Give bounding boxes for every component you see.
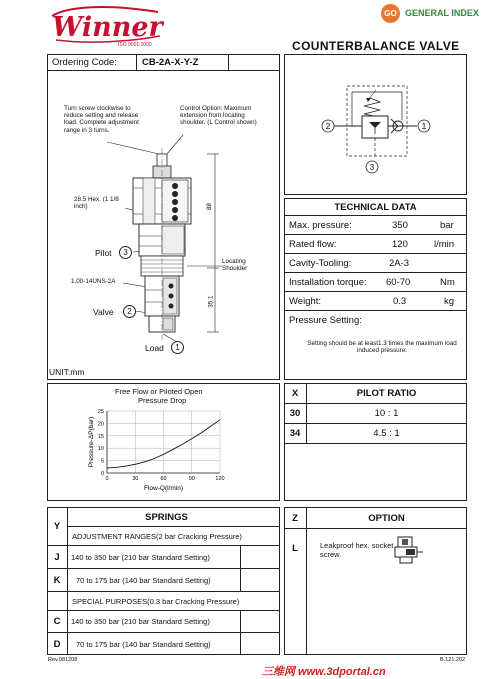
thread-label: 1.00-14UNS-2A [71, 278, 116, 285]
hex-socket-screw-icon [392, 533, 426, 567]
spring-code-c[interactable]: C [53, 616, 61, 627]
valve-label: Valve [93, 307, 114, 317]
dimension-short: 35.1 [207, 295, 215, 308]
iso-label: ISO 9001:2000 [118, 42, 152, 48]
load-port-number: 1 [171, 341, 184, 354]
spec-label-cavity: Cavity-Tooling: [289, 257, 352, 269]
chart-x-tick-label: 120 [215, 476, 225, 482]
spec-value-cavity: 2A-3 [389, 257, 410, 269]
site-watermark: 三维网 www.3dportal.cn [262, 666, 386, 678]
pressure-drop-chart [47, 383, 280, 501]
chart-y-tick-label: 10 [97, 446, 104, 453]
dimension-long: 88 [205, 203, 213, 211]
pressure-setting-note: Setting should be at least1.3 times the maximum load induced pressure. [307, 340, 457, 355]
pilot-ratio-title: PILOT RATIO [356, 388, 417, 399]
svg-text:Winner: Winner [52, 12, 163, 43]
chart-x-tick-label: 90 [188, 476, 195, 482]
general-index-link[interactable]: GENERAL INDEX [405, 8, 479, 18]
springs-special-header: SPECIAL PURPOSES(0.3 bar Cracking Pressure) [72, 596, 240, 606]
spring-text-d: 70 to 175 bar (140 bar Standard Setting) [76, 639, 211, 649]
hex-label: 28.5 Hex. (1 1/8 inch) [74, 196, 119, 211]
chart-x-tick-label: 0 [105, 476, 109, 482]
note-control-option: Control Option: Maximum extension from locating shoulder. (L Control shown) [180, 105, 257, 127]
valve-port-number: 2 [123, 305, 136, 318]
ordering-code-value: CB-2A-X-Y-Z [142, 57, 199, 68]
spring-code-k[interactable]: K [53, 574, 61, 586]
pilot-ratio-code-30[interactable]: 30 [289, 408, 301, 419]
springs-col-y: Y [53, 521, 61, 532]
pressure-setting-label: Pressure Setting: [289, 314, 362, 326]
spec-value-pressure: 350 [392, 219, 408, 231]
chart-y-tick-label: 5 [100, 458, 104, 465]
pilot-ratio-value-30: 10 : 1 [374, 408, 399, 419]
load-label: Load [145, 343, 164, 353]
unit-label: UNIT:mm [49, 367, 85, 377]
chart-title-line1: Free Flow or Piloted Open [115, 387, 203, 396]
spec-label-weight: Weight: [289, 295, 322, 307]
ordering-code-label: Ordering Code: [52, 57, 117, 68]
symbol-port-1: 1 [421, 122, 427, 131]
go-badge[interactable] [381, 4, 400, 23]
spec-value-flow: 120 [392, 238, 408, 250]
spec-value-weight: 0.3 [393, 295, 407, 307]
option-panel [284, 507, 467, 655]
chart-x-tick-label: 60 [160, 476, 167, 482]
spec-unit-pressure: bar [440, 219, 454, 231]
spring-code-d[interactable]: D [53, 638, 61, 650]
chart-y-tick-label: 20 [97, 421, 104, 428]
spring-text-k: 70 to 175 bar (140 bar Standard Setting) [76, 575, 211, 585]
spec-value-torque: 60-70 [386, 276, 411, 288]
valve-section-drawing [47, 70, 280, 366]
pilot-label: Pilot [95, 248, 112, 258]
locating-shoulder-label: Locating Shoulder [222, 258, 248, 273]
counterbalance-symbol [284, 54, 467, 195]
symbol-port-3: 3 [369, 163, 375, 172]
chart-x-axis-label: Flow-Q(l/min) [144, 485, 183, 492]
pilot-ratio-value-34: 4.5 : 1 [373, 428, 400, 439]
go-badge-label: GO [384, 9, 397, 18]
chart-x-tick-label: 30 [132, 476, 139, 482]
pilot-port-number: 3 [119, 246, 132, 259]
spec-label-pressure: Max. pressure: [289, 219, 352, 231]
page-reference: B.121.202 [440, 657, 466, 663]
spec-unit-flow: l/min [434, 238, 455, 250]
spec-label-flow: Rated flow: [289, 238, 337, 250]
spec-unit-torque: Nm [440, 276, 455, 288]
spring-text-c: 140 to 350 bar (210 bar Standard Setting) [71, 617, 210, 626]
spec-unit-weight: kg [444, 295, 455, 307]
chart-y-tick-label: 25 [97, 409, 104, 415]
spec-label-torque: Installation torque: [289, 276, 367, 288]
springs-adjust-header: ADJUSTMENT RANGES(2 bar Cracking Pressure) [72, 531, 242, 541]
chart-y-tick-label: 0 [100, 471, 104, 477]
pilot-ratio-code-34[interactable]: 34 [289, 428, 301, 439]
chart-y-tick-label: 15 [97, 433, 104, 440]
chart-title-line2: Pressure Drop [138, 396, 187, 405]
option-text-l: Leakproof hex. socket screw. [320, 541, 394, 559]
chart-y-axis-label: Pressure-ΔP(bar) [88, 416, 95, 468]
technical-data-title: TECHNICAL DATA [334, 201, 417, 213]
option-code-l[interactable]: L [292, 542, 298, 554]
springs-title: SPRINGS [145, 511, 188, 523]
option-col-z: Z [292, 512, 298, 524]
pilot-ratio-col-x: X [291, 388, 299, 399]
page-title: COUNTERBALANCE VALVE [292, 39, 460, 53]
spring-text-j: 140 to 350 bar (210 bar Standard Setting) [71, 552, 210, 562]
symbol-port-2: 2 [325, 122, 331, 131]
revision-label: Rev.081208 [48, 657, 78, 663]
option-title: OPTION [368, 512, 405, 524]
note-turn-screw: Turn screw clockwise to reduce setting and release load. Complete adjustment range in 3 turns. [64, 105, 139, 134]
spring-code-j[interactable]: J [54, 551, 60, 563]
